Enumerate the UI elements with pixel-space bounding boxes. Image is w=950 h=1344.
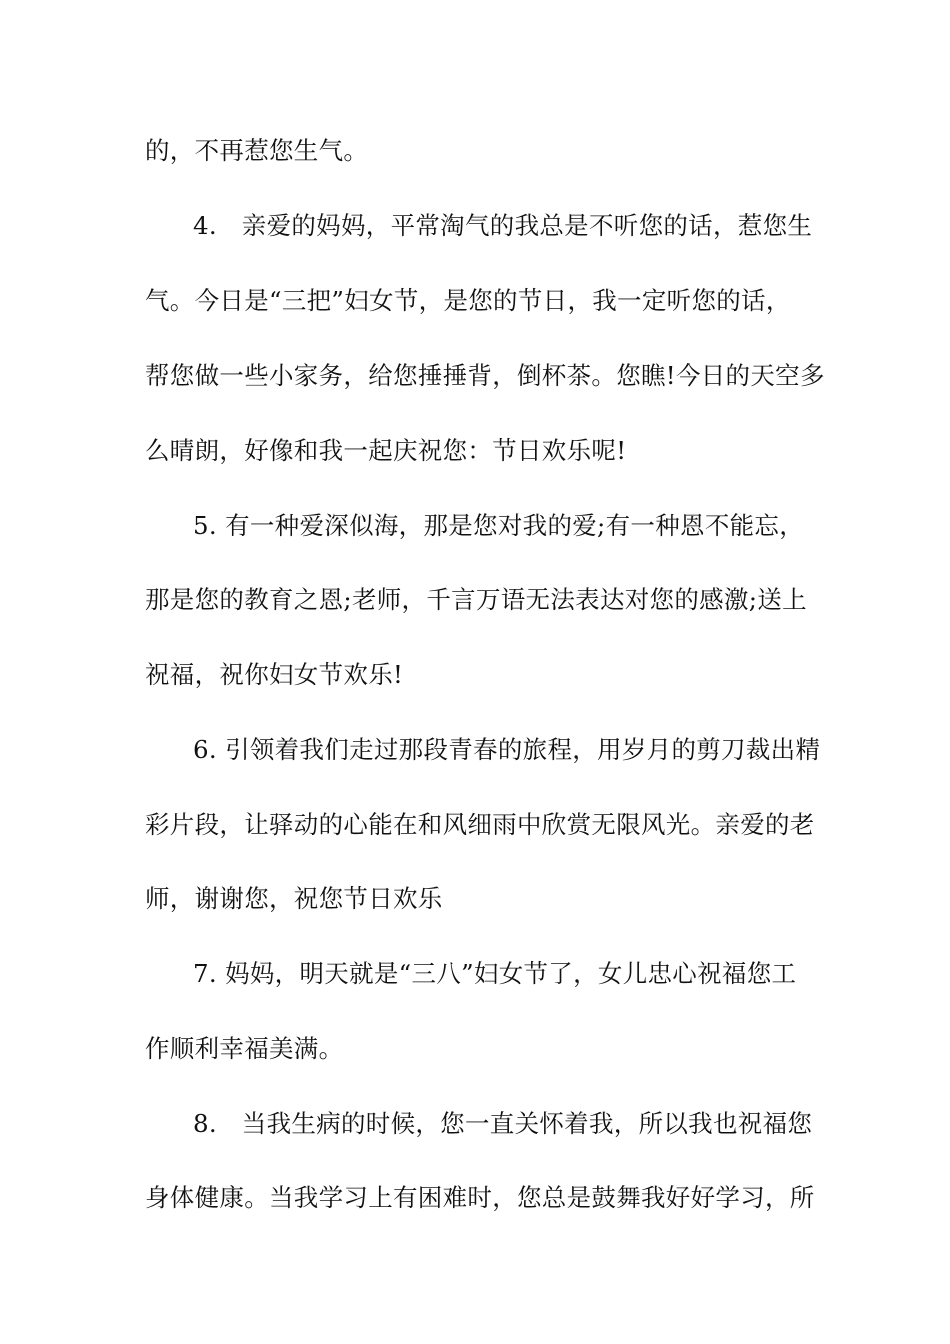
- text-line: 么晴朗，好像和我一起庆祝您：节日欢乐呢!: [145, 436, 627, 465]
- paragraph-7-start: 7. 妈妈，明天就是“三八”妇女节了，女儿忠心祝福您工: [193, 959, 797, 988]
- paragraph-5-start: 5. 有一种爱深似海，那是您对我的爱;有一种恩不能忘，: [193, 511, 805, 540]
- text-line: 作顺利幸福美满。: [145, 1034, 344, 1063]
- text-line: 那是您的教育之恩;老师，千言万语无法表达对您的感激;送上: [145, 585, 807, 614]
- text-line: 气。今日是“三把”妇女节，是您的节日，我一定听您的话，: [145, 286, 791, 315]
- paragraph-8-start: 8. 当我生病的时候，您一直关怀着我，所以我也祝福您: [193, 1109, 813, 1138]
- text-line: 帮您做一些小家务，给您捶捶背，倒杯茶。您瞧!今日的天空多: [145, 361, 825, 390]
- paragraph-6-start: 6. 引领着我们走过那段青春的旅程，用岁月的剪刀裁出精: [193, 735, 821, 764]
- text-line: 的，不再惹您生气。: [145, 136, 369, 165]
- text-line: 祝福，祝你妇女节欢乐!: [145, 660, 404, 689]
- paragraph-4-start: 4. 亲爱的妈妈，平常淘气的我总是不听您的话，惹您生: [193, 211, 813, 240]
- text-line: 身体健康。当我学习上有困难时，您总是鼓舞我好好学习，所: [145, 1183, 815, 1212]
- text-line: 师，谢谢您，祝您节日欢乐: [145, 884, 443, 913]
- text-line: 彩片段，让驿动的心能在和风细雨中欣赏无限风光。亲爱的老: [145, 810, 815, 839]
